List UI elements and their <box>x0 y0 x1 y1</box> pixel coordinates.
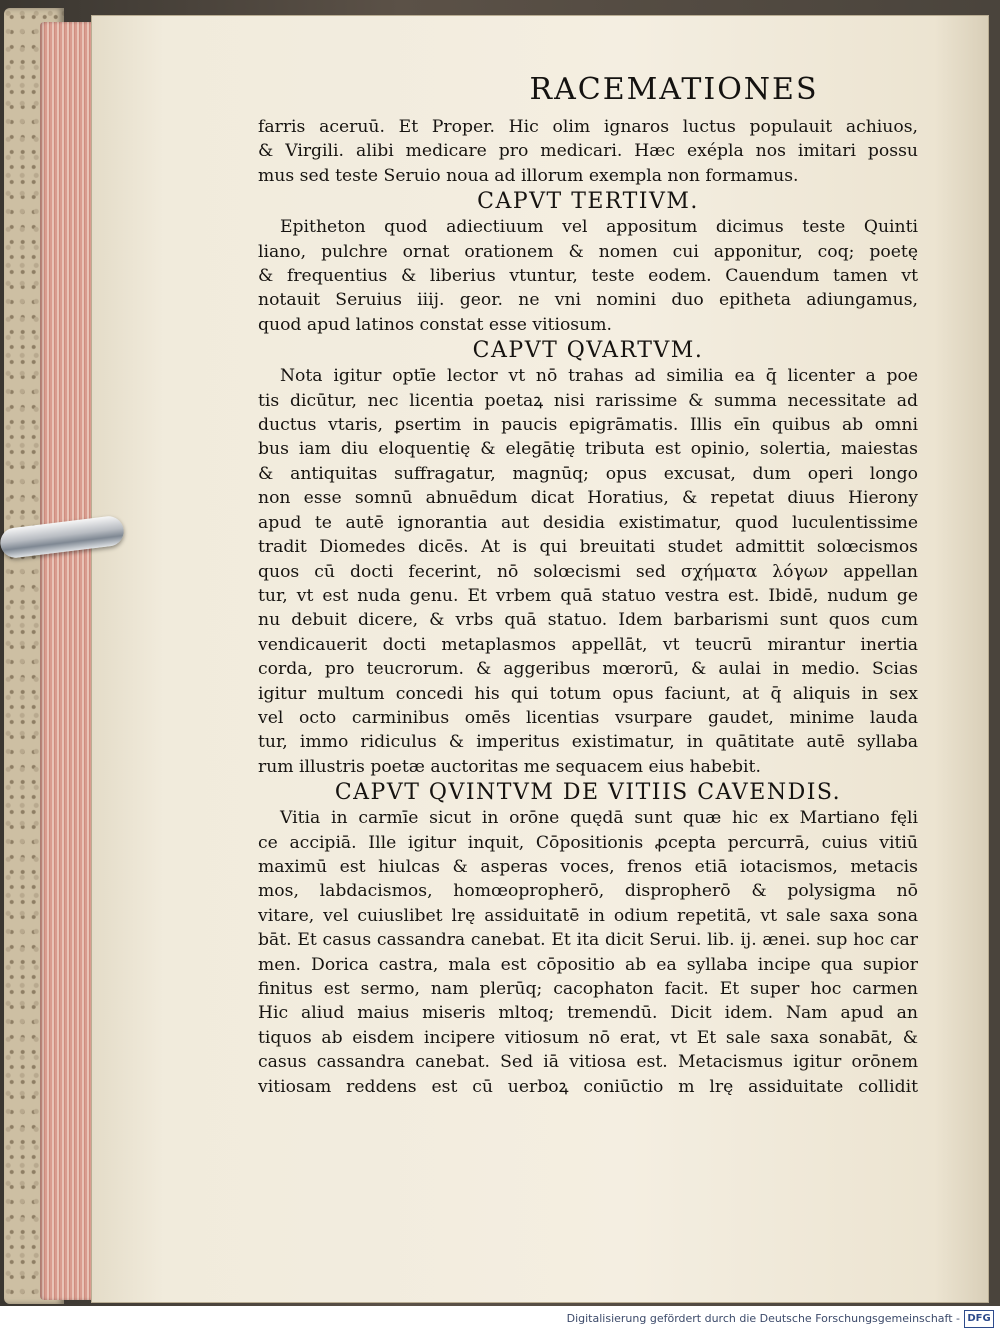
text-line: tur, vt est nuda genu. Et vrbem quā statuo vestra est. Ibidē, nudum ge <box>258 585 918 606</box>
text-line: finitus est sermo, nam plerūq; cacophaton facit. Et super hoc carmen <box>258 979 918 999</box>
footer-bar <box>0 1306 1000 1331</box>
text-line: mos, labdacismos, homœopropherō, dispropherō & polysigma nō <box>258 881 918 902</box>
text-line: casus cassandra canebat. Sed iā vitiosa est. Metacismus igitur orōnem <box>258 1052 918 1073</box>
text-line: nu debuit dicere, & vrbs quā statuo. Idem barbarismi sunt quos cum <box>258 610 918 631</box>
text-line: Vitia in carmīe sicut in orōne quędā sunt quæ hic ex Martiano fęli <box>280 808 918 829</box>
chapter-heading: CAPVT TERTIVM. <box>477 189 699 215</box>
text-line: bus iam diu eloquentię & elegātię tributa est opinio, solertia, maiestas <box>258 439 918 460</box>
text-line: ce accipiā. Ille igitur inquit, Cōpositionis ꝓcepta percurrā, cuius vitiū <box>258 832 918 853</box>
text-line: mus sed teste Seruio noua ad illorum exempla non formamus. <box>258 165 799 186</box>
page-clip <box>0 510 128 570</box>
text-line: Nota igitur optīe lector vt nō trahas ad similia ea q̄ licenter a poe <box>280 366 918 387</box>
text-line: apud te autē ignorantia aut desidia existimatur, quod luculentissime <box>258 512 918 533</box>
text-line: corda, pro teucrorum. & aggeribus mœrorū, & aulai in medio. Scias <box>258 659 918 680</box>
chapter-heading: CAPVT QVARTVM. <box>472 338 704 364</box>
clip-bar <box>0 515 125 560</box>
chapter-heading: CAPVT QVINTVM DE VITIIS CAVENDIS. <box>334 780 842 806</box>
text-line: & frequentius & liberius vtuntur, teste eodem. Cauendum tamen vt <box>258 266 918 287</box>
text-line: vel octo carminibus omēs licentias vsurpare gaudet, minime lauda <box>258 707 918 728</box>
text-line: vitare, vel cuiuslibet lrę assiduitatē in odium repetitā, vt sale saxa sona <box>258 905 918 926</box>
text-line: bāt. Et casus cassandra canebat. Et ita dicit Serui. lib. ij. ænei. sup hoc car <box>258 930 918 951</box>
text-line: Hic aliud maius miseris mltoq; tremendū. Dicit idem. Nam apud an <box>258 1003 918 1024</box>
text-line: & Virgili. alibi medicare pro medicari. Hæc exépla nos imitari possu <box>258 141 918 162</box>
text-line: notauit Seruius iiij. geor. ne vni nomini duo epitheta adiungamus, <box>258 290 918 311</box>
running-head: RACEMATIONES <box>529 72 819 107</box>
text-line: tradit Diomedes dicēs. At is qui breuitati studet admittit solœcismos <box>258 537 918 558</box>
funding-credit: Digitalisierung gefördert durch die Deutsche Forschungsgemeinschaft - <box>566 1312 960 1325</box>
text-line: & antiquitas suffragatur, magnūq; opus excusat, dum operi longo <box>258 463 918 484</box>
text-line: quod apud latinos constat esse vitiosum. <box>258 314 612 335</box>
text-line: ductus vtaris, ꝑsertim in paucis epigrāmatis. Illis eīn quibus ab omni <box>258 415 918 436</box>
text-line: igitur multum concedi his qui totum opus faciunt, at q̄ aliquis in sex <box>258 683 918 704</box>
text-line: vendicauerit docti metaplasmos appellāt, vt teucrū mirantur inertia <box>258 634 918 655</box>
text-line: Epitheton quod adiectiuum vel appositum dicimus teste Quinti <box>280 217 918 238</box>
text-line: tis dicūtur, nec licentia poetaꝝ nisi rarissime & summa necessitate ad <box>258 390 918 411</box>
text-line: vitiosam reddens est cū uerboꝝ coniūctio m lrę assiduitate collidit <box>258 1076 918 1097</box>
text-line: rum illustris poetæ auctoritas me sequacem eius habebit. <box>258 756 761 777</box>
text-line: non esse somnū abnuēdum dicat Horatius, & repetat diuus Hierony <box>258 488 918 509</box>
text-line: farris aceruū. Et Proper. Hic olim ignaros luctus populauit achiuos, <box>258 117 918 137</box>
text-line: tiquos ab eisdem incipere vitiosum nō erat, vt Et sale saxa sonabāt, & <box>258 1027 918 1048</box>
dfg-logo: DFG <box>964 1310 994 1328</box>
text-line: men. Dorica castra, mala est cōpositio ab ea syllaba incipe qua supior <box>258 954 918 975</box>
text-line: quos cū docti fecerint, nō solœcismi sed σχήματα λόγων appellan <box>258 561 918 582</box>
text-line: maximū est hiulcas & asperas voces, frenos etiā iotacismos, metacis <box>258 856 918 877</box>
text-line: tur, immo ridiculus & imperitus existimatur, in quātitate autē syllaba <box>258 732 918 753</box>
text-block <box>258 72 918 1099</box>
text-line: liano, pulchre ornat orationem & nomen cui apponitur, coq; poetę <box>258 241 918 262</box>
